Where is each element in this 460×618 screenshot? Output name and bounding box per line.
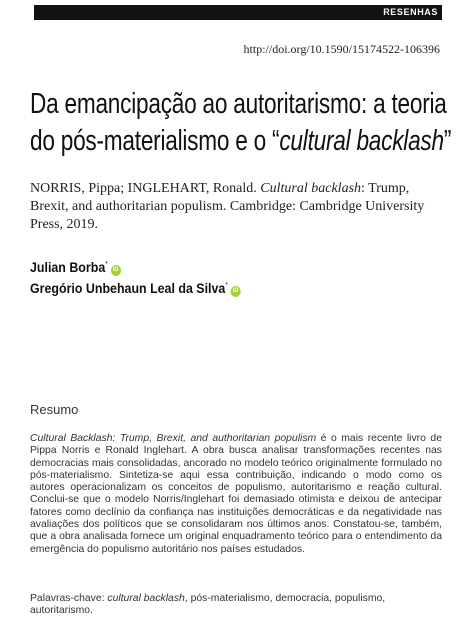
- keywords-italic: cultural backlash: [107, 593, 185, 604]
- reviewer-footnote-marker: *: [225, 282, 228, 289]
- title-line-2: [30, 123, 451, 160]
- reviewer-name: Gregório Unbehaun Leal da Silva: [30, 281, 226, 296]
- title-line-1: Da emancipação ao autoritarismo: a teoria: [30, 88, 447, 120]
- orcid-icon[interactable]: iD: [111, 265, 121, 276]
- reference-details: : Trump, Brexit, and authoritarian populism. Cambridge: Cambridge University Press, 2019.: [30, 181, 425, 232]
- reviewer-author: [30, 260, 121, 276]
- keywords: [30, 593, 442, 618]
- title-line-2-italic: cultural backlash: [279, 125, 444, 157]
- title-line-2-prefix: do pós-materialismo e o “: [30, 125, 280, 157]
- orcid-icon[interactable]: iD: [231, 286, 241, 297]
- book-reference: [30, 180, 435, 234]
- reviewer-footnote-marker: *: [105, 261, 108, 268]
- reference-book-title: Cultural backlash: [260, 181, 362, 196]
- reviewer-name: Julian Borba: [30, 260, 106, 275]
- abstract-italic-lead: Cultural Backlash: Trump, Brexit, and authoritarian populism: [30, 433, 317, 444]
- keywords-list: , pós-materialismo, democracia, populismo, autoritarismo.: [30, 593, 386, 617]
- abstract-body: é o mais recente livro de Pippa Norris e Ronald Inglehart. A obra busca analisar transformações recentes nas democracias mais consolidadas, ancorado no modelo teórico originalmente formulado no pós-materialismo. Sintetiza-se aqui essa contribuição, indicando o modo como os autores operacionalizam os conceitos de populismo, autoritarismo e reação cultural. Conclui-se que o modelo Norris/Inglehart foi demasiado otimista e deixou de antecipar fatores como declínio da confiança nas instituições democráticas e da negatividade nas avaliações dos políticos que se consolidaram nos últimos anos. Constatou-se, também, que a obra analisada fornece um original enquadramento teórico para o entendimento da emergência do populismo autoritário nos países estudados.: [30, 433, 442, 555]
- article-title: [30, 86, 451, 160]
- doi-link[interactable]: http://doi.org/10.1590/15174522-106396: [243, 42, 440, 56]
- reference-authors: NORRIS, Pippa; INGLEHART, Ronald.: [30, 181, 261, 196]
- section-label: RESENHAS: [34, 5, 442, 20]
- reviewer-author: [30, 281, 241, 297]
- title-line-2-suffix: ”: [443, 125, 452, 157]
- abstract-heading: Resumo: [30, 402, 79, 417]
- abstract-text: [30, 433, 442, 556]
- keywords-label: Palavras-chave:: [30, 593, 108, 604]
